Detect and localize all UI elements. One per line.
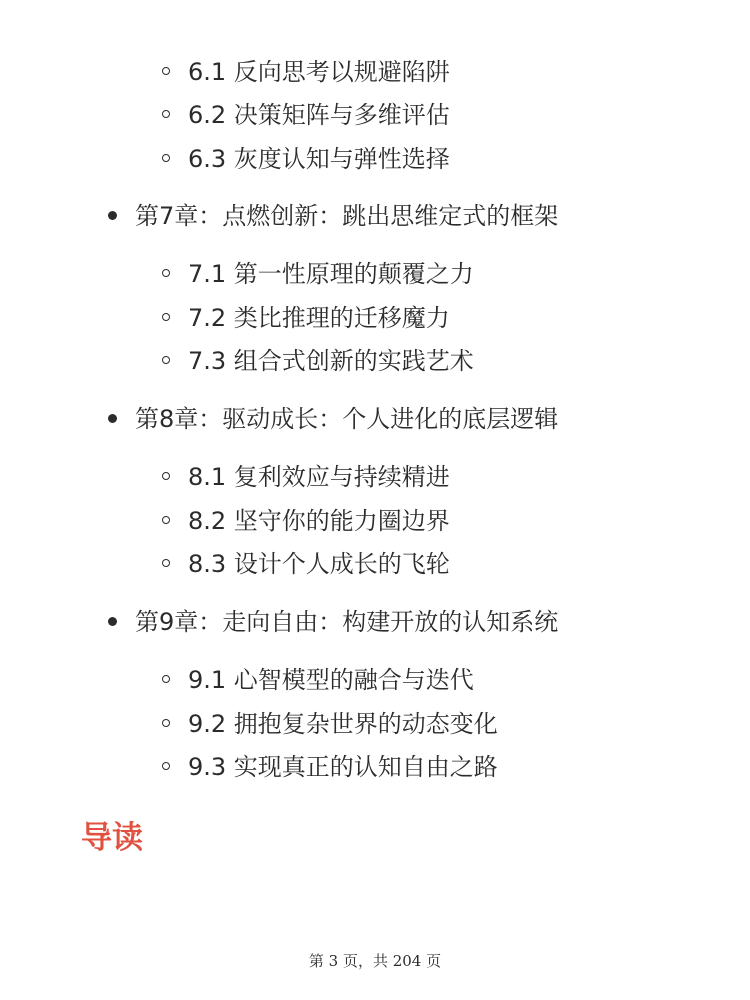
toc-section-label: 6.2 决策矩阵与多维评估 xyxy=(188,101,450,129)
hollow-bullet-icon xyxy=(162,675,170,683)
hollow-bullet-icon xyxy=(162,356,170,364)
hollow-bullet-icon xyxy=(162,762,170,770)
hollow-bullet-icon xyxy=(162,269,170,277)
toc-section-label: 6.1 反向思考以规避陷阱 xyxy=(188,58,450,86)
filled-bullet-icon xyxy=(108,617,117,626)
hollow-bullet-icon xyxy=(162,154,170,162)
page-footer: 第 3 页，共 204 页 xyxy=(308,952,442,970)
toc-section-label: 7.3 组合式创新的实践艺术 xyxy=(188,347,474,375)
toc-section-label: 7.1 第一性原理的颠覆之力 xyxy=(188,260,474,288)
hollow-bullet-icon xyxy=(162,110,170,118)
hollow-bullet-icon xyxy=(162,313,170,321)
toc-section-label: 9.2 拥抱复杂世界的动态变化 xyxy=(188,710,498,738)
hollow-bullet-icon xyxy=(162,559,170,567)
hollow-bullet-icon xyxy=(162,67,170,75)
hollow-bullet-icon xyxy=(162,719,170,727)
section-heading: 导读 xyxy=(81,820,143,856)
filled-bullet-icon xyxy=(108,211,117,220)
toc-section-label: 7.2 类比推理的迁移魔力 xyxy=(188,304,450,332)
toc-section-label: 8.3 设计个人成长的飞轮 xyxy=(188,550,450,578)
hollow-bullet-icon xyxy=(162,472,170,480)
toc-chapter-title: 第8章：驱动成长：个人进化的底层逻辑 xyxy=(135,405,559,433)
toc-section-label: 9.3 实现真正的认知自由之路 xyxy=(188,753,498,781)
toc-section-label: 8.2 坚守你的能力圈边界 xyxy=(188,507,450,535)
toc-section-label: 6.3 灰度认知与弹性选择 xyxy=(188,145,450,173)
filled-bullet-icon xyxy=(108,414,117,423)
toc-chapter-title: 第9章：走向自由：构建开放的认知系统 xyxy=(135,608,559,636)
hollow-bullet-icon xyxy=(162,516,170,524)
toc-section-label: 9.1 心智模型的融合与迭代 xyxy=(188,666,474,694)
toc-section-label: 8.1 复利效应与持续精进 xyxy=(188,463,450,491)
toc-chapter-title: 第7章：点燃创新：跳出思维定式的框架 xyxy=(135,202,559,230)
